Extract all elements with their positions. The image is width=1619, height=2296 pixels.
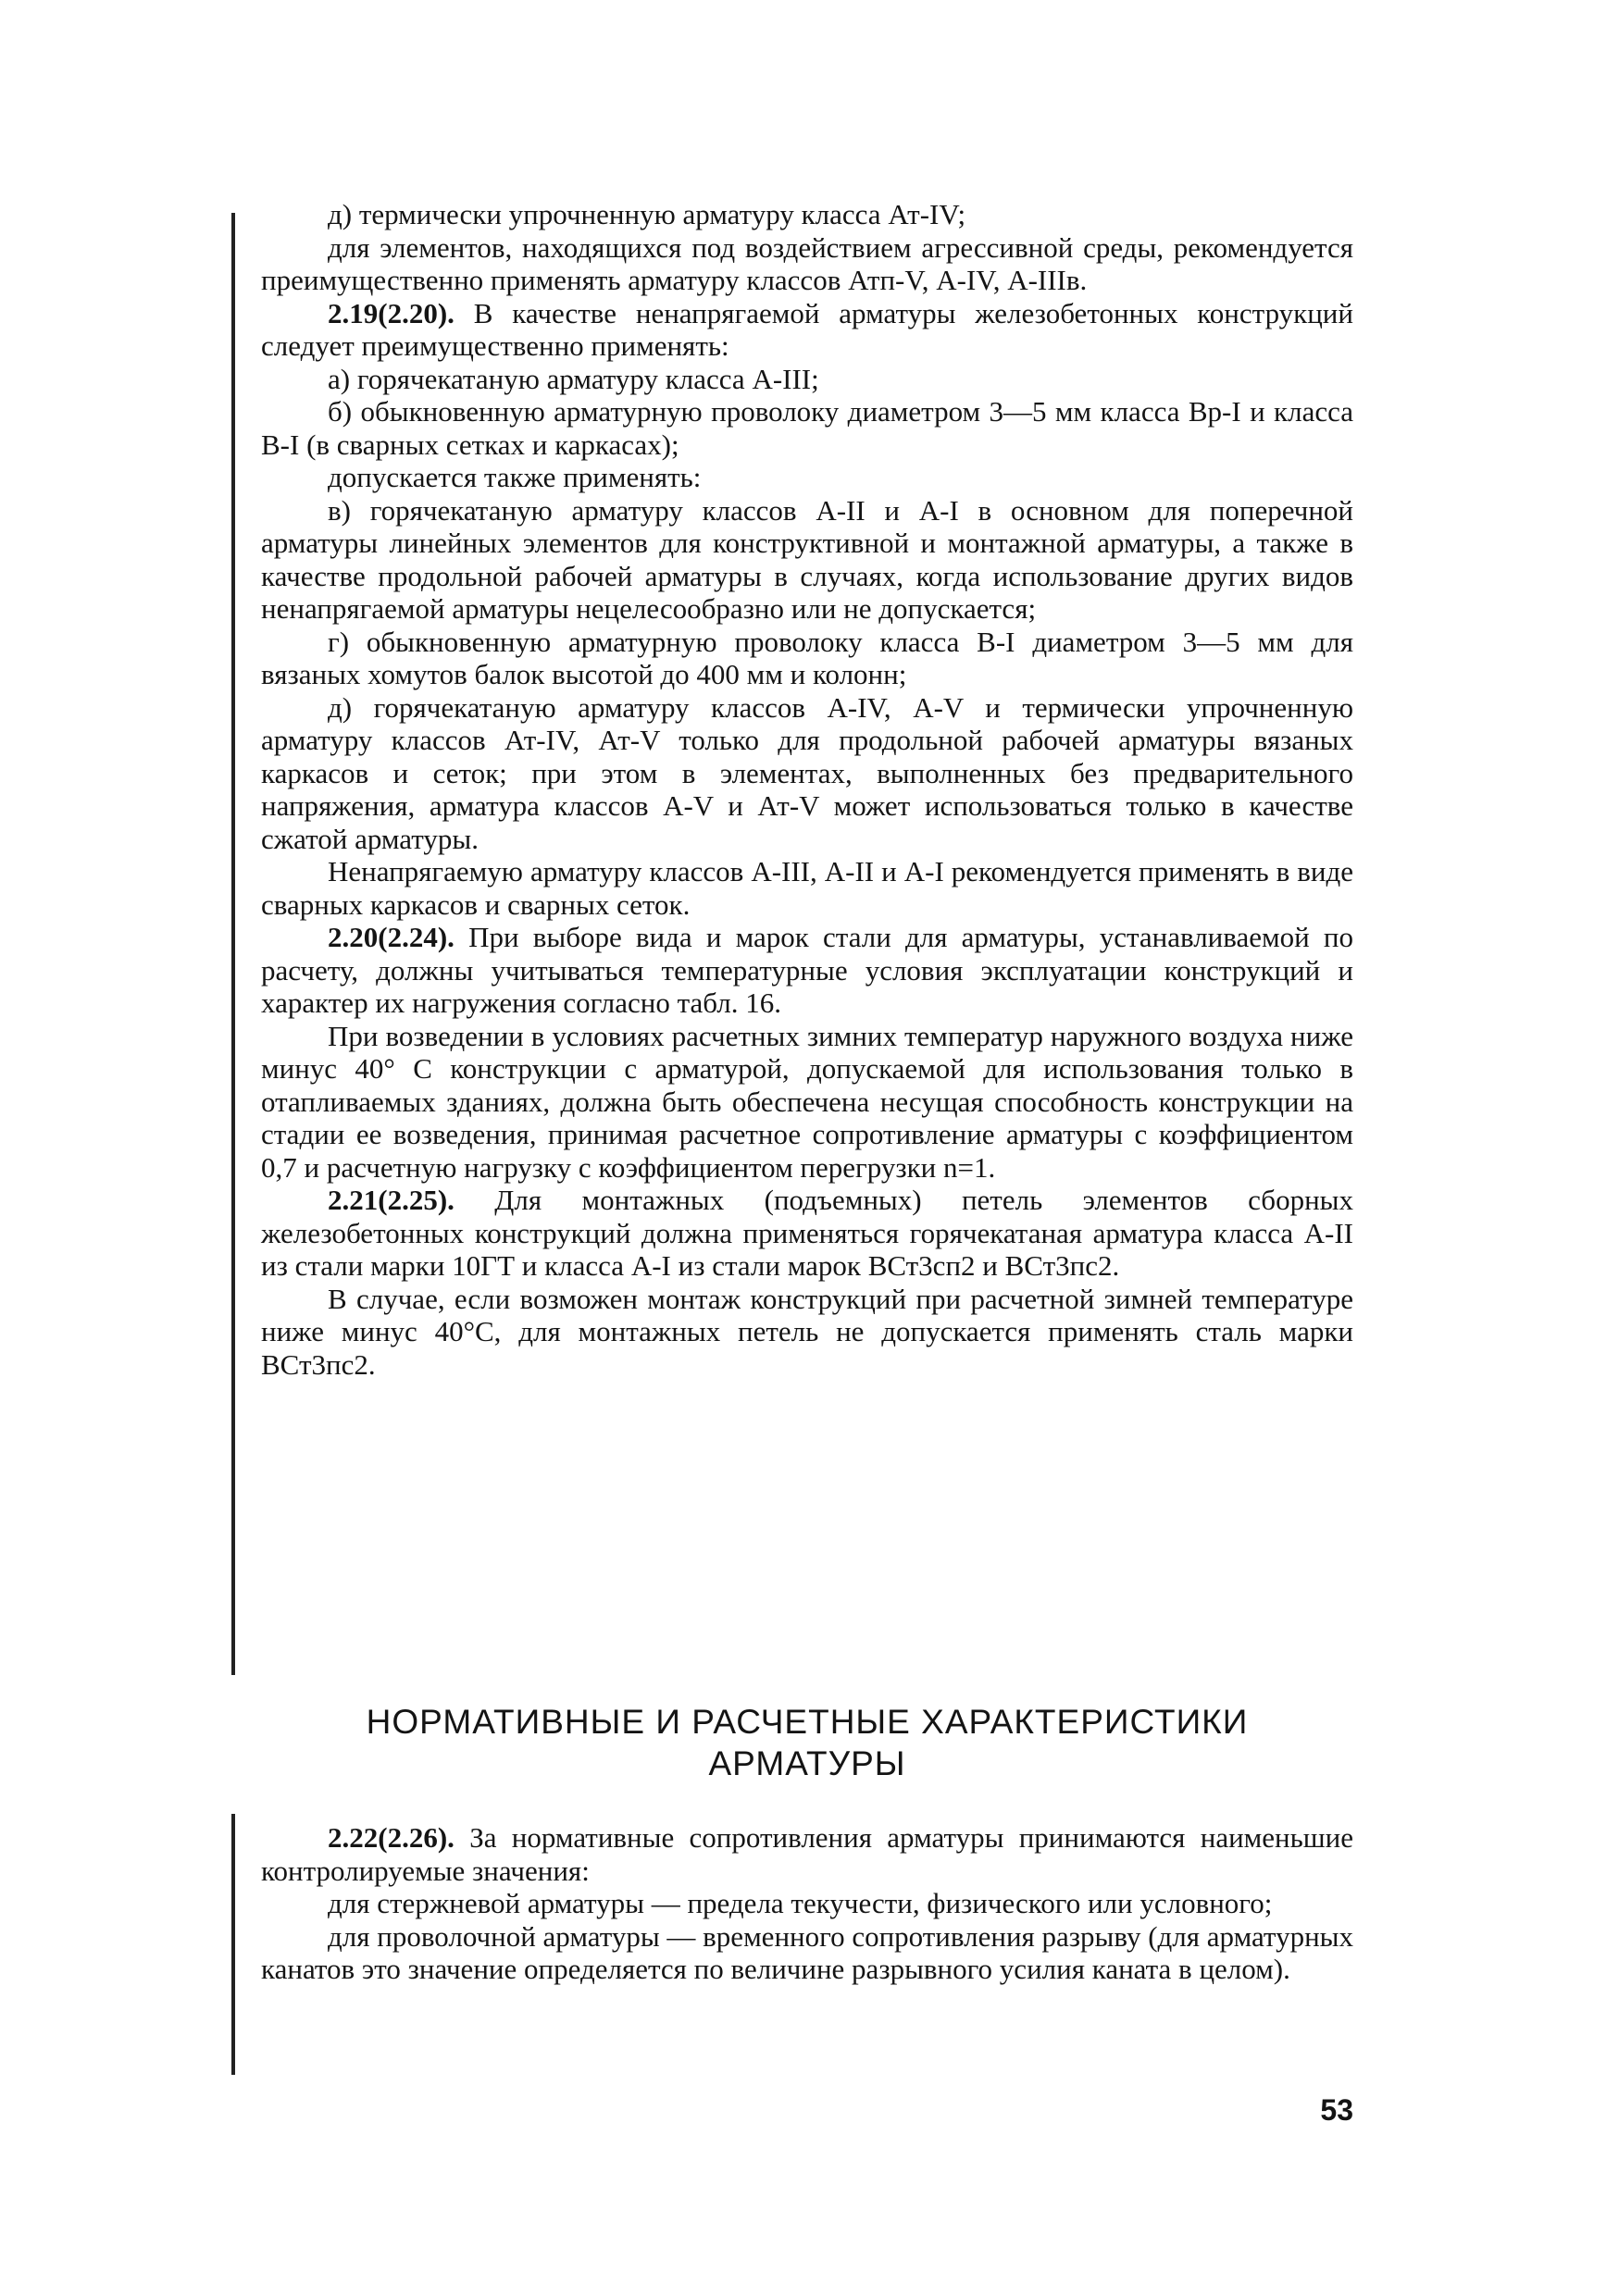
clause-number: 2.20(2.24).: [328, 921, 455, 953]
clause-paragraph: [261, 921, 1353, 1020]
clause-text: При выборе вида и марок стали для арматуры, устанавливаемой по расчету, должны учитываться температурные условия эксплуатации конструкций и характер их нагружения согласно табл. 16.: [261, 921, 1353, 1019]
clause-text: В качестве ненапрягаемой арматуры железобетонных конструкций следует преимущественно применять:: [261, 296, 1353, 362]
clause-text: Для монтажных (подъемных) петель элементов сборных железобетонных конструкций должна применяться горячекатаная арматура класса А-II из стали марки 10ГТ и класса А-I из стали марок ВСт3сп2 и ВСт3пс2.: [261, 1184, 1353, 1282]
paragraph: В случае, если возможен монтаж конструкций при расчетной зимней температуре ниже минус 40°С, для монтажных петель не допускается применять сталь марки ВСт3пс2.: [261, 1282, 1353, 1381]
paragraph: д) горячекатаную арматуру классов А-IV, А-V и термически упрочненную арматуру классов Ат-IV, Ат-V только для продольной рабочей арматуры вязаных каркасов и сеток; при этом в элементах, выполненных без предварительного напряжения, арматура классов А-V и Ат-V может использоваться только в качестве сжатой арматуры.: [261, 690, 1353, 855]
paragraph: б) обыкновенную арматурную проволоку диаметром 3—5 мм класса Вр-I и класса В-I (в сварных сетках и каркасах);: [261, 395, 1353, 461]
heading-line: НОРМАТИВНЫЕ И РАСЧЕТНЫЕ ХАРАКТЕРИСТИКИ: [366, 1703, 1249, 1741]
paragraph: При возведении в условиях расчетных зимних температур наружного воздуха ниже минус 40° С конструкции с арматурой, допускаемой для использования только в отапливаемых зданиях, должна быть обеспечена несущая способность конструкции на стадии ее возведения, принимая расчетное сопротивление арматуры с коэффициентом 0,7 и расчетную нагрузку с коэффициентом перегрузки n=1.: [261, 1019, 1353, 1184]
paragraph: для стержневой арматуры — предела текучести, физического или условного;: [328, 1887, 1273, 1919]
clause-paragraph: [261, 297, 1353, 363]
heading-line: АРМАТУРЫ: [708, 1744, 906, 1782]
clause-number: 2.19(2.20).: [328, 296, 455, 329]
paragraph: для элементов, находящихся под воздействием агрессивной среды, рекомендуется преимущественно применять арматуру классов Атп-V, А-IV, А-IIIв.: [261, 230, 1353, 296]
paragraph: д) термически упрочненную арматуру класса Ат-IV;: [328, 198, 966, 230]
margin-change-bar: [231, 213, 235, 1675]
clause-paragraph: [261, 1821, 1353, 1887]
paragraph: Ненапрягаемую арматуру классов А-III, А-II и А-I рекомендуется применять в виде сварных каркасов и сварных сеток.: [261, 855, 1353, 921]
paragraph: а) горячекатаную арматуру класса А-III;: [328, 362, 819, 395]
clause-number: 2.21(2.25).: [328, 1184, 455, 1216]
margin-change-bar: [231, 1814, 235, 2075]
clause-text: За нормативные сопротивления арматуры принимаются наименьшие контролируемые значения:: [261, 1821, 1353, 1887]
clause-paragraph: [261, 1184, 1353, 1283]
body-text-block: [261, 198, 1353, 1381]
paragraph: г) обыкновенную арматурную проволоку класса В-I диаметром 3—5 мм для вязаных хомутов балок высотой до 400 мм и колонн;: [261, 625, 1353, 690]
body-text-block: [261, 1821, 1353, 1986]
page-number: 53: [1320, 2093, 1353, 2127]
section-heading: [261, 1701, 1353, 1784]
paragraph: для проволочной арматуры — временного сопротивления разрыву (для арматурных канатов это значение определяется по величине разрывного усилия каната в целом).: [261, 1919, 1353, 1985]
paragraph: допускается также применять:: [328, 461, 702, 493]
paragraph: в) горячекатаную арматуру классов А-II и А-I в основном для поперечной арматуры линейных элементов для конструктивной и монтажной арматуры, а также в качестве продольной рабочей арматуры в случаях, когда использование других видов ненапрягаемой арматуры нецелесообразно или не допускается;: [261, 493, 1353, 625]
clause-number: 2.22(2.26).: [328, 1821, 455, 1854]
